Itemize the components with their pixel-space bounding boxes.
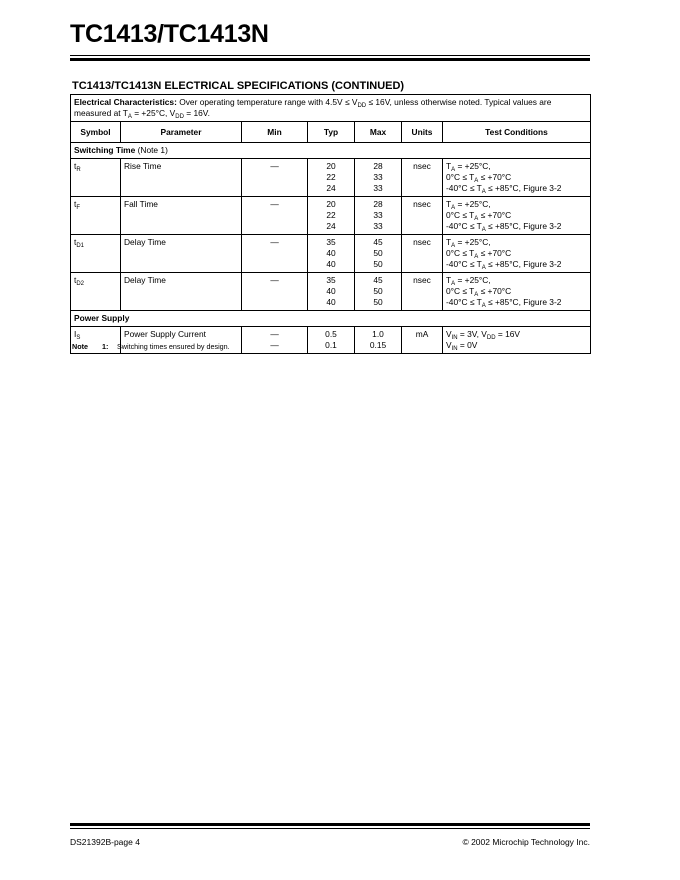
col-symbol: Symbol	[71, 122, 121, 143]
table-row	[71, 197, 591, 235]
row-min: —	[242, 235, 308, 273]
row-symbol: $t_R$	[71, 159, 121, 197]
row-parameter: Fall Time	[121, 197, 242, 235]
row-parameter: Rise Time	[121, 159, 242, 197]
row-symbol: $t_{D1}$	[71, 235, 121, 273]
table-caption: TC1413/TC1413N ELECTRICAL SPECIFICATIONS (CONTINUED)	[72, 80, 405, 92]
row-max: 45 50 50	[355, 235, 402, 273]
table-row	[71, 273, 591, 311]
row-max: 28 33 33	[355, 197, 402, 235]
electrical-specifications-table	[70, 94, 591, 354]
row-symbol: $t_{D2}$	[71, 273, 121, 311]
col-max: Max	[355, 122, 402, 143]
section-switching-time: Switching Time (Note 1)	[71, 143, 591, 159]
footer-rule	[70, 823, 590, 829]
row-units: nsec	[402, 273, 443, 311]
col-units: Units	[402, 122, 443, 143]
table-row	[71, 159, 591, 197]
row-parameter: Power Supply Current	[121, 327, 242, 354]
header-rule	[70, 55, 590, 61]
col-min: Min	[242, 122, 308, 143]
row-test-conditions: $T_A = +25^\circ C$, $0^\circ C \le T_A \le +70^\circ C$ $-40^\circ C \le T_A \le +85^\circ C$, Figure 3-2	[443, 273, 591, 311]
row-typ: 35 40 40	[308, 273, 355, 311]
table-header-row	[71, 122, 591, 143]
row-units: nsec	[402, 235, 443, 273]
row-units: nsec	[402, 197, 443, 235]
row-min: —	[242, 273, 308, 311]
row-min: —	[242, 159, 308, 197]
row-units: nsec	[402, 159, 443, 197]
footer-page-id: DS21392B-page 4	[70, 837, 140, 847]
row-units: mA	[402, 327, 443, 354]
row-max: 45 50 50	[355, 273, 402, 311]
row-min: —	[242, 197, 308, 235]
note-text: Switching times ensured by design.	[117, 342, 230, 351]
row-parameter: Delay Time	[121, 235, 242, 273]
row-test-conditions: $T_A = +25^\circ C$, $0^\circ C \le T_A \le +70^\circ C$ $-40^\circ C \le T_A \le +85^\circ C$, Figure 3-2	[443, 159, 591, 197]
row-test-conditions: $T_A = +25^\circ C$, $0^\circ C \le T_A \le +70^\circ C$ $-40^\circ C \le T_A \le +85^\circ C$, Figure 3-2	[443, 197, 591, 235]
table-note	[72, 342, 230, 351]
row-max: 28 33 33	[355, 159, 402, 197]
footer-copyright: © 2002 Microchip Technology Inc.	[462, 837, 590, 847]
row-typ: 20 22 24	[308, 159, 355, 197]
col-test-conditions: Test Conditions	[443, 122, 591, 143]
row-symbol: $t_F$	[71, 197, 121, 235]
row-max: 1.0 0.15	[355, 327, 402, 354]
row-test-conditions: $V_{IN} = 3V$, $V_{DD} = 16V$ $V_{IN} = 0V$	[443, 327, 591, 354]
operating-conditions: Electrical Characteristics: Over operating temperature range with $4.5V \le V_{DD} \le 16V$, unless otherwise noted. Typical values are measured at $T_A = +25^\circ C$, $V_{DD} = 16V$.	[71, 95, 591, 122]
section-power-supply: Power Supply	[71, 311, 591, 327]
row-typ: 20 22 24	[308, 197, 355, 235]
col-typ: Typ	[308, 122, 355, 143]
row-min: — —	[242, 327, 308, 354]
row-symbol: $I_S$	[71, 327, 121, 354]
note-number: 1:	[102, 342, 109, 351]
col-parameter: Parameter	[121, 122, 242, 143]
row-parameter: Delay Time	[121, 273, 242, 311]
row-typ: 0.5 0.1	[308, 327, 355, 354]
row-typ: 35 40 40	[308, 235, 355, 273]
note-label: Note	[72, 342, 88, 351]
row-test-conditions: $T_A = +25^\circ C$, $0^\circ C \le T_A \le +70^\circ C$ $-40^\circ C \le T_A \le +85^\circ C$, Figure 3-2	[443, 235, 591, 273]
document-title: TC1413/TC1413N	[70, 20, 269, 48]
table-row	[71, 235, 591, 273]
